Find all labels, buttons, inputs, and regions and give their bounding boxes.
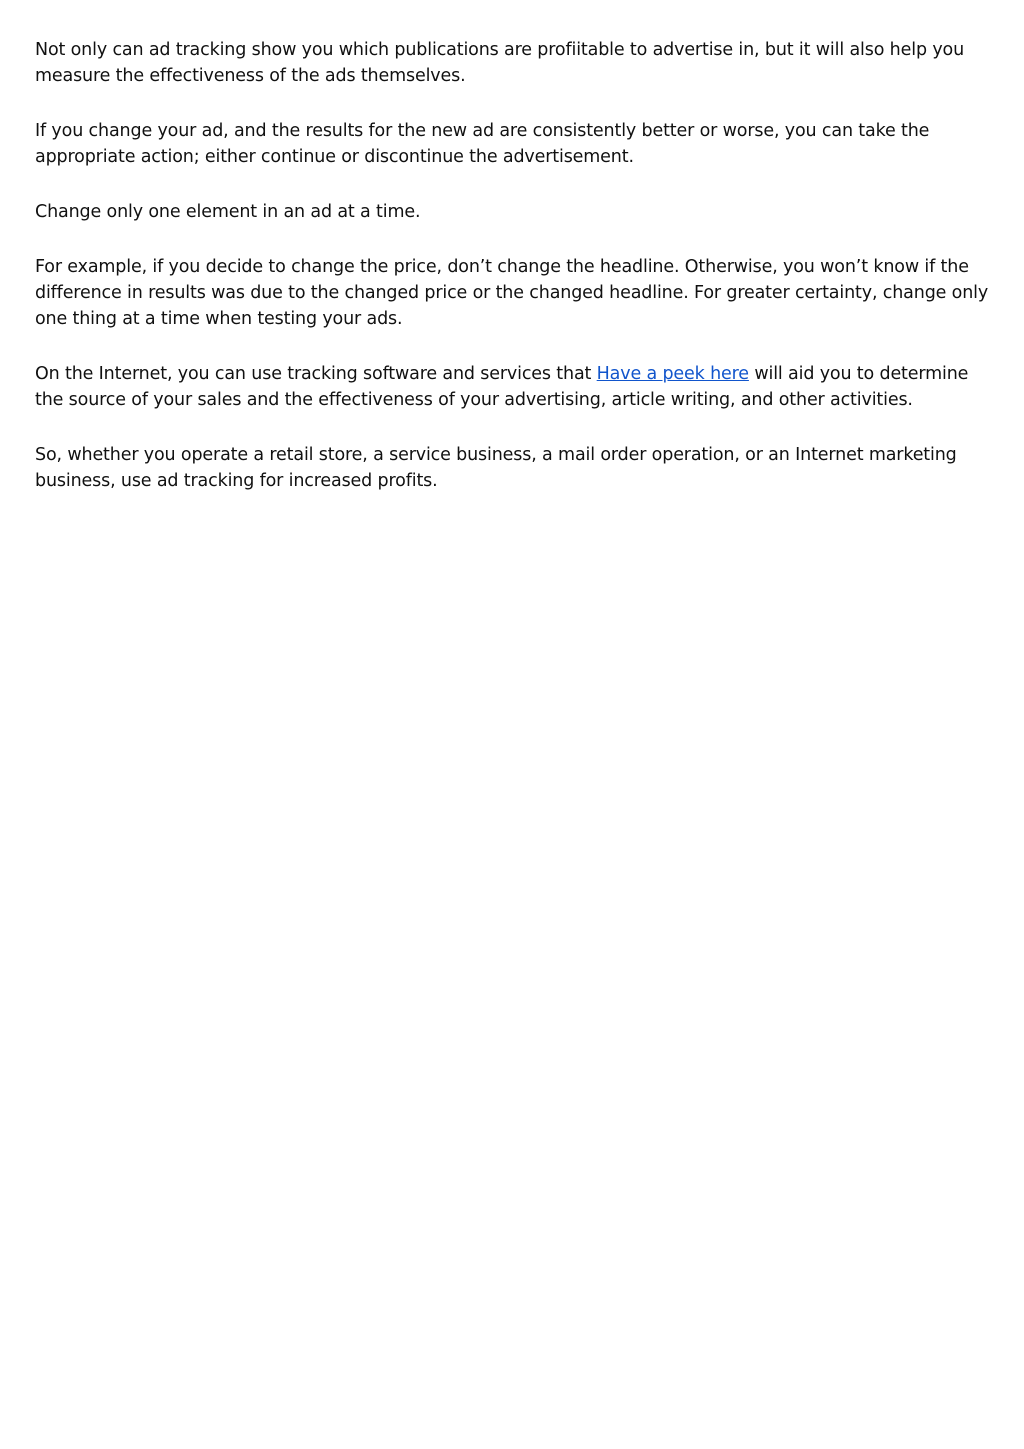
paragraph-ad-tracking-benefits: Not only can ad tracking show you which publications are profiitable to advertise in, but it will also help you measure the effectiveness of the ads themselves. [35, 40, 965, 86]
paragraph-change-one-element: Change only one element in an ad at a time. [35, 202, 421, 222]
paragraph-conclusion: So, whether you operate a retail store, a service business, a mail order operation, or an Internet marketing business, use ad tracking for increased profits. [35, 445, 957, 491]
paragraph-internet-tracking [35, 361, 995, 413]
paragraph-example-price-headline: For example, if you decide to change the price, don’t change the headline. Otherwise, you won’t know if the difference in results was due to the changed price or the changed headline. For greater certainty, change only one thing at a time when testing your ads. [35, 257, 989, 329]
document-body [35, 37, 995, 523]
paragraph-text-after-link: will aid you to determine the source of your sales and the effectiveness of your advertising, article writing, and other activities. [35, 364, 969, 410]
paragraph-change-ad-results: If you change your ad, and the results for the new ad are consistently better or worse, you can take the appropriate action; either continue or discontinue the advertisement. [35, 121, 930, 167]
have-a-peek-here-link[interactable]: Have a peek here [596, 364, 749, 384]
paragraph-text-before-link: On the Internet, you can use tracking software and services that [35, 364, 597, 384]
